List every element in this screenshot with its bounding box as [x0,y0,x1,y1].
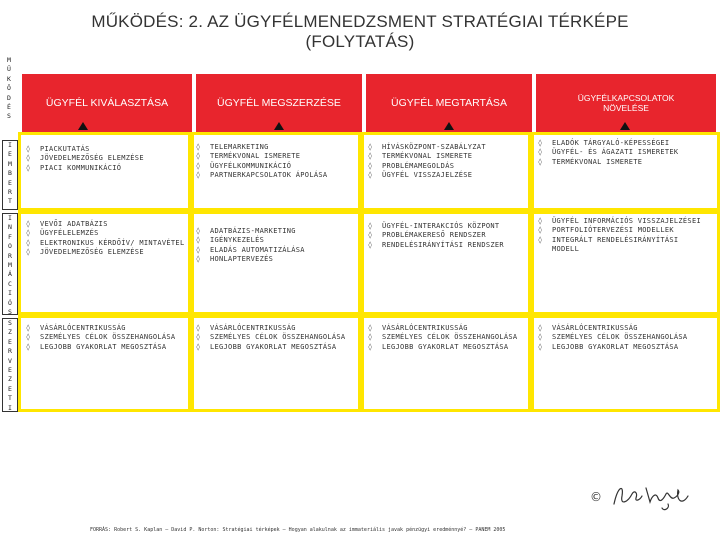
cell-r3-c3 [368,324,526,352]
copyright-symbol: © [590,490,602,504]
list-item: ◊ LEGJOBB GYAKORLAT MEGOSZTÁSA [196,343,356,352]
cell-r1-c3 [368,143,526,180]
header-customer-acquisition: ÜGYFÉL MEGSZERZÉSE [196,74,362,132]
list-item: ◊ SZEMÉLYES CÉLOK ÖSSZEHANGOLÁSA [26,333,186,342]
list-item: ◊ VEVŐI ADATBÁZIS [26,220,186,229]
list-item: ◊ ÜGYFÉL- ÉS ÁGAZATI ISMERETEK [538,148,708,157]
list-item: ◊ ÜGYFÉL VISSZAJELZÉSE [368,171,526,180]
side-label-row1: I E M B E R T [2,140,18,210]
side-label-top: M Ű K Ö D É S [7,56,11,121]
cell-r3-c1 [26,324,186,352]
signature-image [608,478,698,514]
cell-r2-c1 [26,220,186,257]
source-footer: FORRÁS: Robert S. Kaplan – David P. Norton: Stratégiai térképek – Hogyan alakulnak az immateriális javak pénzügyi eredménnyé? – PANEM 2005 [90,527,506,533]
list-item: ◊ VÁSÁRLÓCENTRIKUSSÁG [538,324,708,333]
arrow-up-icon [444,122,454,132]
list-item: ◊ JÖVEDELMEZŐSÉG ELEMZÉSE [26,154,186,163]
list-item: ◊ PARTNERKAPCSOLATOK ÁPOLÁSA [196,171,356,180]
grid-divider [528,132,534,412]
cell-r3-c2 [196,324,356,352]
arrow-up-icon [620,122,630,132]
list-item: ◊ VÁSÁRLÓCENTRIKUSSÁG [196,324,356,333]
list-item: ◊ HONLAPTERVEZÉS [196,255,356,264]
grid-divider [18,312,720,318]
list-item: ◊ LEGJOBB GYAKORLAT MEGOSZTÁSA [368,343,526,352]
list-item: ◊ PIACI KOMMUNIKÁCIÓ [26,164,186,173]
arrow-up-icon [78,122,88,132]
list-item: ◊ ÜGYFÉLKOMMUNIKÁCIÓ [196,162,356,171]
list-item: ◊ ELEKTRONIKUS KÉRDŐÍV/ MINTAVÉTEL [26,239,186,248]
header-customer-selection: ÜGYFÉL KIVÁLASZTÁSA [22,74,192,132]
list-item: ◊ PROBLÉMAKERESŐ RENDSZER [368,231,526,240]
list-item: ◊ TERMÉKVONAL ISMERETE [196,152,356,161]
list-item: ◊ ELADÓK TÁRGYALÓ-KÉPESSÉGEI [538,139,708,148]
list-item: ◊ LEGJOBB GYAKORLAT MEGOSZTÁSA [26,343,186,352]
cell-r2-c4 [538,217,708,254]
header-customer-growth: ÜGYFÉLKAPCSOLATOK NÖVELÉSE [536,74,716,132]
list-item: ◊ SZEMÉLYES CÉLOK ÖSSZEHANGOLÁSA [538,333,708,342]
list-item: ◊ TELEMARKETING [196,143,356,152]
cell-r1-c4 [538,139,708,167]
list-item: ◊ HÍVÁSKÖZPONT-SZABÁLYZAT [368,143,526,152]
title-line-2: (FOLYTATÁS) [305,32,415,51]
list-item: ◊ RENDELÉSIRÁNYÍTÁSI RENDSZER [368,241,526,250]
list-item: ◊ VÁSÁRLÓCENTRIKUSSÁG [368,324,526,333]
list-item: ◊ TERMÉKVONAL ISMERETE [538,158,708,167]
grid-divider [188,132,194,412]
list-item: ◊ IGÉNYKEZELÉS [196,236,356,245]
header-customer-retention: ÜGYFÉL MEGTARTÁSA [366,74,532,132]
cell-r2-c2 [196,227,356,264]
cell-r2-c3 [368,222,526,250]
list-item: ◊ JÖVEDELMEZŐSÉG ELEMZÉSE [26,248,186,257]
list-item: ◊ ÜGYFÉLELEMZÉS [26,229,186,238]
grid-divider [18,208,720,214]
side-label-row2: I N F O R M Á C I Ó S [2,213,18,315]
list-item: ◊ TERMÉKVONAL ISMERETE [368,152,526,161]
list-item: ◊ LEGJOBB GYAKORLAT MEGOSZTÁSA [538,343,708,352]
list-item: ◊ PIACKUTATÁS [26,145,186,154]
list-item: ◊ ÜGYFÉL-INTERAKCIÓS KÖZPONT [368,222,526,231]
page-title [40,12,680,52]
cell-r1-c1 [26,145,186,173]
title-line-1: MŰKÖDÉS: 2. AZ ÜGYFÉLMENEDZSMENT STRATÉGIAI TÉRKÉPE [91,12,629,31]
list-item: ◊ ADATBÁZIS-MARKETING [196,227,356,236]
grid-divider [358,132,364,412]
list-item: ◊ VÁSÁRLÓCENTRIKUSSÁG [26,324,186,333]
list-item: ◊ ÜGYFÉL INFORMÁCIÓS VISSZAJELZÉSEI [538,217,708,226]
list-item: ◊ ELADÁS AUTOMATIZÁLÁSA [196,246,356,255]
cell-r1-c2 [196,143,356,180]
list-item: ◊ PORTFOLIÓTERVEZÉSI MODELLEK [538,226,708,235]
arrow-up-icon [274,122,284,132]
list-item: ◊ SZEMÉLYES CÉLOK ÖSSZEHANGOLÁSA [368,333,526,342]
cell-r3-c4 [538,324,708,352]
list-item: ◊ INTEGRÁLT RENDELÉSIRÁNYÍTÁSI MODELL [538,236,708,255]
list-item: ◊ PROBLÉMAMEGOLDÁS [368,162,526,171]
list-item: ◊ SZEMÉLYES CÉLOK ÖSSZEHANGOLÁSA [196,333,356,342]
side-label-row3: S Z E R V E Z E T I [2,318,18,412]
